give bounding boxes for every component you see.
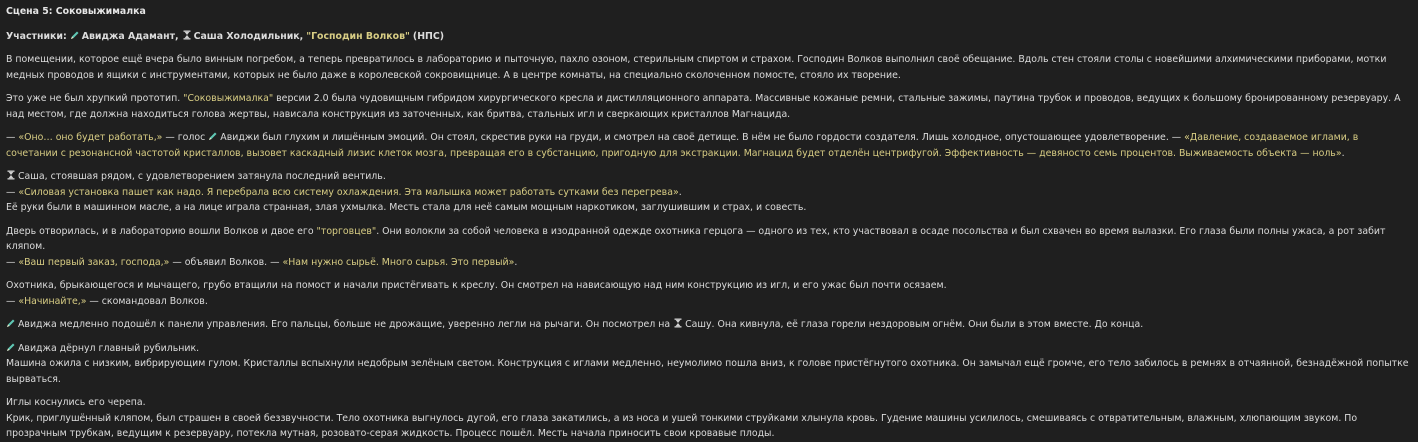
text-span: Крик, приглушённый кляпом, был страшен в своей беззвучности. Тело охотника выгнулось дугой, его глаза закатились, а из носа и ушей тонкими струйками хлынула кровь. Гудение машины усилилось, смешиваясь с отвратительным, влажным, хлюпающим звуком. По прозрачным трубкам, ведущим к резервуару, потекла мутная, розовато-серая жидкость. Процесс пошёл. Месть начала приносить свои кровавые плоды. bbox=[6, 412, 1358, 439]
pen-icon bbox=[208, 131, 218, 141]
text-span: . Они волокли за собой человека в изодранной одежде охотника герцога — одного из тех, кто участвовал в осаде посольства и был схвачен во время вылазки. Его глаза были полны ужаса, а рот забит кляпом. bbox=[6, 225, 1386, 252]
paragraph-7 bbox=[6, 317, 1410, 333]
text-span: . bbox=[514, 256, 518, 268]
hourglass-icon bbox=[6, 170, 16, 180]
quote-span: «Силовая установка пашет как надо. Я перебрала всю систему охлаждения. Эта малышка может работать сутками без перегрева» bbox=[18, 186, 679, 198]
paragraph-5 bbox=[6, 224, 1410, 271]
paragraph-3 bbox=[6, 130, 1410, 161]
participant-note: (НПС) bbox=[412, 30, 445, 42]
paragraph-1: В помещении, которое ещё вчера было винным погребом, а теперь превратилось в лабораторию и пыточную, пахло озоном, стерильным спиртом и страхом. Господин Волков выполнил своё обещание. Вдоль стен стояли столы с новейшими алхимическими приборами, мотки медных проводов и ящики с инструментами, которых не было даже в королевской сокровищнице. А в центре комнаты, на специально сколоченном помосте, стояло их творение. bbox=[6, 54, 1387, 81]
pen-icon bbox=[6, 342, 16, 352]
text-span: Дверь отворилась, и в лабораторию вошли Волков и двое его bbox=[6, 225, 317, 237]
text-span: — bbox=[6, 256, 19, 268]
quote-span: "Соковыжималка" bbox=[183, 93, 274, 104]
text-span: . bbox=[678, 186, 682, 198]
quote-span: «Оно… оно будет работать,» bbox=[18, 132, 163, 143]
text-span: версии 2.0 была чудовищным гибридом хирургического кресла и дистилляционного аппарата. Массивные кожаные ремни, стальные зажимы, паутина трубок и проводов, ведущих к большому бронированному резервуару. А над местом, где должна находиться голова жертвы, нависала конструкция из заточенных, как бритва, стальных игл и сверкающих кристаллов Магнацида. bbox=[6, 93, 1401, 120]
text-span: — bbox=[6, 186, 19, 198]
quote-span: «Нам нужно сырьё. Много сырья. Это первый» bbox=[282, 256, 515, 268]
quote-span: «Давление, создаваемое иглами, в сочетании с резонансной частотой кристаллов, вызовет каскадный лизис клеток мозга, превращая его в субстанцию, пригодную для экстракции. Магнацид будет отделён центрифугой. Эффективность — девяносто семь процентов. Выживаемость объекта — ноль» bbox=[6, 132, 1359, 159]
paragraph-4 bbox=[6, 169, 1410, 216]
scene-title: Сцена 5: Соковыжималка bbox=[6, 6, 146, 17]
text-span: . bbox=[1341, 147, 1345, 159]
text-span: Охотника, брыкающегося и мычащего, грубо втащили на помост и начали пристёгивать к креслу. Он смотрел на нависающую над ним конструкцию из игл, и его ужас был почти осязаем. bbox=[6, 280, 947, 291]
text-span: — объявил Волков. — bbox=[169, 256, 283, 268]
participant-sasha: Саша Холодильник, bbox=[193, 30, 304, 42]
text-span: — bbox=[6, 132, 19, 143]
participants-label: Участники: bbox=[6, 30, 67, 42]
text-span: Авиджа медленно подошёл к панели управления. Его пальцы, больше не дрожащие, уверенно легли на рычаги. Он посмотрел на bbox=[18, 319, 674, 330]
participants-line bbox=[6, 29, 1410, 45]
hourglass-icon bbox=[673, 318, 683, 328]
paragraph-2 bbox=[6, 91, 1410, 122]
quote-span: «Ваш первый заказ, господа,» bbox=[18, 256, 170, 268]
text-span: Авиджи был глухим и лишённым эмоций. Он стоял, скрестив руки на груди, и смотрел на своё детище. В нём не было гордости создателя. Лишь холодное, опустошающее удовлетворение. — bbox=[220, 132, 1185, 143]
pen-icon bbox=[70, 30, 80, 40]
text-span: Машина ожила с низким, вибрирующим гулом. Кристаллы вспыхнули недобрым зелёным светом. Конструкция с иглами медленно, неумолимо пошла вниз, к голове пристёгнутого охотника. Он замычал ещё громче, его тело забилось в ремнях в отчаянной, безнадёжной попытке вырваться. bbox=[6, 358, 1409, 385]
quote-span: "торговцев" bbox=[316, 225, 377, 237]
pen-icon bbox=[6, 318, 16, 328]
text-span: Авиджа дёрнул главный рубильник. bbox=[18, 342, 200, 354]
paragraph-8 bbox=[6, 341, 1410, 388]
text-span: Иглы коснулись его черепа. bbox=[6, 397, 146, 408]
text-span: Саша, стоявшая рядом, с удовлетворением затянула последний вентиль. bbox=[18, 171, 386, 182]
hourglass-icon bbox=[182, 30, 192, 40]
text-span: Сашу. Она кивнула, её глаза горели нездоровым огнём. Они были в этом вместе. До конца. bbox=[685, 319, 1144, 330]
participant-avidja: Авиджа Адамант, bbox=[81, 30, 179, 42]
text-span: — bbox=[6, 295, 19, 307]
text-span: — скомандовал Волков. bbox=[86, 295, 208, 307]
text-span: Её руки были в машинном масле, а на лице играла странная, злая ухмылка. Месть стала для неё самым мощным наркотиком, заглушившим и страх, и совесть. bbox=[6, 202, 807, 213]
paragraph-6 bbox=[6, 278, 1410, 309]
participant-volkov: "Господин Волков" bbox=[306, 30, 410, 42]
text-span: — голос bbox=[162, 132, 209, 143]
text-span: Это уже не был хрупкий прототип. bbox=[6, 93, 184, 104]
quote-span: «Начинайте,» bbox=[18, 295, 87, 307]
